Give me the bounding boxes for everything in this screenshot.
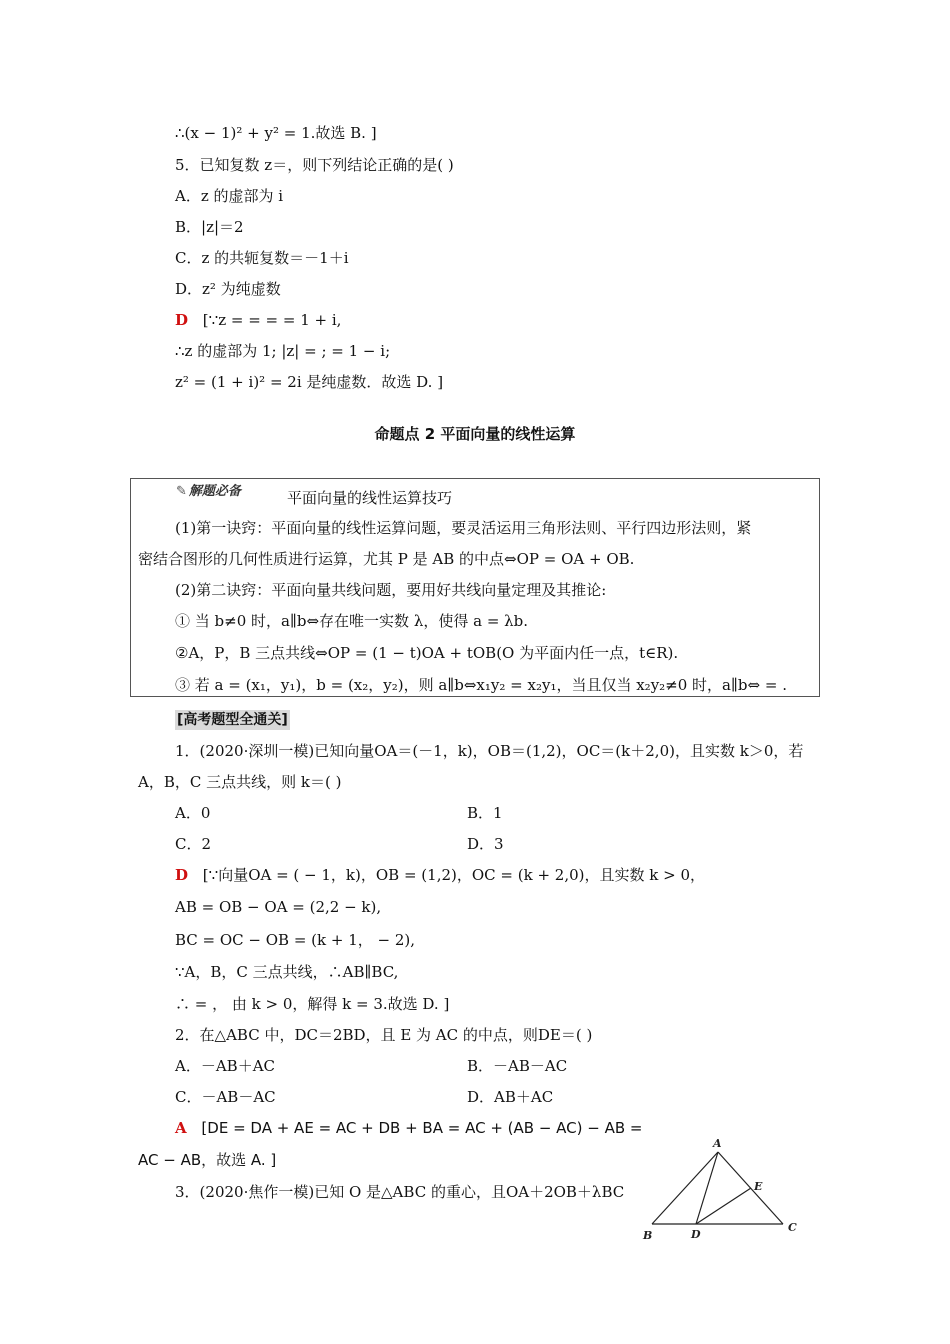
- question-1-option-b: B．1: [467, 804, 503, 822]
- segment-de: [696, 1188, 751, 1224]
- tips-paragraph-1b: 密结合图形的几何性质进行运算，尤其 P 是 AB 的中点⇔OP = OA + OB.: [138, 550, 635, 568]
- question-2-solution-1: [175, 1118, 642, 1138]
- question-3-stem: 3．(2020·焦作一模)已知 O 是△ABC 的重心，且OA＋2OB＋λBC: [175, 1183, 625, 1201]
- tips-point-3: ③ 若 a = (x₁，y₁)，b = (x₂，y₂)，则 a∥b⇔x₁y₂ = x₂y₁，当且仅当 x₂y₂≠0 时，a∥b⇔ = .: [175, 676, 787, 694]
- question-5-option-d: D．z² 为纯虚数: [175, 280, 281, 298]
- answer-letter: D: [175, 311, 189, 329]
- triangle-diagram: [640, 1138, 800, 1242]
- question-2-option-b: B．－AB－AC: [467, 1057, 568, 1075]
- side-ab: [652, 1152, 718, 1224]
- question-1-option-d: D．3: [467, 835, 504, 853]
- question-1-option-a: A．0: [175, 804, 211, 822]
- question-2-stem: 2．在△ABC 中，DC＝2BD，且 E 为 AC 的中点，则DE＝( ): [175, 1026, 593, 1044]
- section-tag: [高考题型全通关]: [177, 712, 288, 728]
- question-2-option-d: D．AB＋AC: [467, 1088, 554, 1106]
- question-2-option-c: C．－AB－AC: [175, 1088, 276, 1106]
- question-2-option-a: A．－AB＋AC: [175, 1057, 275, 1075]
- question-5-stem: 5．已知复数 z＝，则下列结论正确的是( ): [175, 156, 454, 174]
- question-1-option-c: C．2: [175, 835, 212, 853]
- question-1-solution-3: BC = OC − OB = (k + 1， − 2),: [175, 931, 416, 949]
- solution-text: [∵向量OA = ( − 1，k)，OB = (1,2)，OC = (k + 2,0)，且实数 k > 0，: [202, 866, 705, 884]
- label-d: D: [691, 1228, 701, 1241]
- question-1-solution-1: [175, 865, 705, 885]
- question-5-solution-3: z² = (1 + i)² = 2i 是纯虚数．故选 D. ]: [175, 373, 444, 391]
- label-c: C: [788, 1221, 797, 1234]
- label-b: B: [643, 1229, 653, 1242]
- segment-ad: [696, 1152, 718, 1224]
- section-title: 命题点 2 平面向量的线性运算: [374, 425, 576, 443]
- label-e: E: [754, 1180, 763, 1193]
- tips-badge: ✎ 解题必备: [176, 484, 241, 499]
- question-5-solution-1: [175, 310, 341, 330]
- question-2-solution-2: AC − AB，故选 A. ]: [138, 1151, 277, 1169]
- solution-text: [DE = DA + AE = AC + DB + BA = AC + (AB − AC) − AB =: [201, 1119, 643, 1137]
- answer-letter: D: [175, 866, 189, 884]
- pen-icon: ✎: [176, 484, 187, 499]
- question-1-stem-b: A，B，C 三点共线，则 k＝( ): [138, 773, 342, 791]
- question-5-solution-2: ∴z 的虚部为 1; |z| = ; = 1 − i;: [175, 342, 391, 360]
- question-5-option-c: C．z 的共轭复数＝－1＋i: [175, 249, 349, 267]
- tips-point-2: ②A，P，B 三点共线⇔OP = (1 − t)OA + tOB(O 为平面内任一点，t∈R).: [175, 644, 679, 662]
- label-a: A: [713, 1138, 722, 1150]
- solution-text: [∵z = = = = 1 + i,: [202, 311, 342, 329]
- solution-line: ∴(x − 1)² + y² = 1.故选 B. ]: [175, 124, 377, 142]
- question-1-solution-5: ∴ = ， 由 k > 0，解得 k = 3.故选 D. ]: [175, 995, 450, 1013]
- question-5-option-a: A．z 的虚部为 i: [175, 187, 284, 205]
- answer-letter: A: [175, 1119, 187, 1137]
- question-1-solution-4: ∵A，B，C 三点共线，∴AB∥BC,: [175, 963, 399, 981]
- question-5-option-b: B．|z|＝2: [175, 218, 244, 236]
- tips-heading: 平面向量的线性运算技巧: [287, 489, 453, 507]
- tips-paragraph-1a: (1)第一诀窍：平面向量的线性运算问题，要灵活运用三角形法则、平行四边形法则，紧: [175, 519, 752, 537]
- question-1-solution-2: AB = OB − OA = (2,2 − k),: [175, 898, 382, 916]
- question-1-stem-a: 1．(2020·深圳一模)已知向量OA＝(－1，k)，OB＝(1,2)，OC＝(k＋2,0)，且实数 k＞0，若: [175, 742, 804, 760]
- tips-point-1: ① 当 b≠0 时，a∥b⇔存在唯一实数 λ，使得 a = λb.: [175, 612, 529, 630]
- tips-paragraph-2: (2)第二诀窍：平面向量共线问题，要用好共线向量定理及其推论:: [175, 581, 607, 599]
